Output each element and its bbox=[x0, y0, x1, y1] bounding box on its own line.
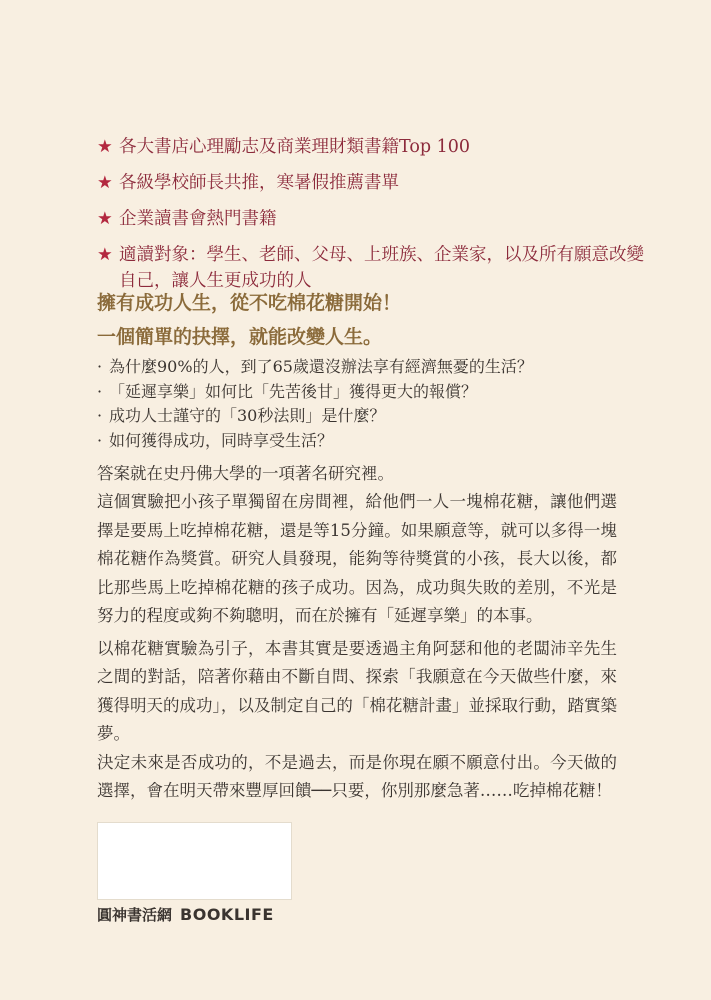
publisher-name-zh: 圓神書活網 bbox=[97, 905, 173, 924]
highlight-item bbox=[97, 170, 657, 196]
question-text: 「延遲享樂」如何比「先苦後甘」獲得更大的報償？ bbox=[109, 381, 478, 401]
barcode-area bbox=[97, 822, 292, 900]
question-text: 為什麼90%的人，到了65歲還沒辦法享有經濟無憂的生活？ bbox=[109, 357, 533, 376]
bullet-icon: · bbox=[97, 406, 103, 426]
bullet-icon: · bbox=[97, 431, 103, 451]
publisher-logo: BOOKLIFE bbox=[180, 904, 274, 924]
slogan bbox=[97, 286, 657, 354]
highlight-text: 各大書店心理勵志及商業理財類書籍Top 100 bbox=[119, 137, 471, 157]
star-icon: ★ bbox=[97, 173, 113, 193]
highlight-item bbox=[97, 206, 657, 232]
publisher-footer bbox=[97, 903, 274, 925]
question-item bbox=[97, 355, 657, 380]
question-item bbox=[97, 429, 657, 454]
body-paragraph: 以棉花糖實驗為引子，本書其實是要透過主角阿瑟和他的老闆沛辛先生之間的對話，陪著你藉由不斷自問、探索「我願意在今天做些什麼，來獲得明天的成功」，以及制定自己的「棉花糖計畫」並採取行動，踏實築夢。 決定未來是否成功的，不是過去，而是你現在願不願意付出。今天做的選擇，會在明天帶來豐厚回饋──只要，你別那麼急著……吃掉棉花糖！ bbox=[97, 639, 617, 801]
question-text: 如何獲得成功，同時享受生活？ bbox=[109, 431, 334, 451]
bullet-icon: · bbox=[97, 381, 103, 401]
questions-list bbox=[97, 355, 657, 454]
slogan-line: 擁有成功人生，從不吃棉花糖開始！ bbox=[97, 292, 402, 314]
highlights-list bbox=[97, 134, 657, 304]
highlight-text: 適讀對象：學生、老師、父母、上班族、企業家，以及所有願意改變自己，讓人生更成功的人 bbox=[119, 245, 644, 291]
star-icon: ★ bbox=[97, 137, 113, 157]
slogan-line: 一個簡單的抉擇，就能改變人生。 bbox=[97, 326, 383, 348]
question-item bbox=[97, 404, 657, 429]
star-icon: ★ bbox=[97, 245, 113, 265]
question-text: 成功人士謹守的「30秒法則」是什麼？ bbox=[109, 406, 386, 426]
bullet-icon: · bbox=[97, 357, 103, 376]
highlight-text: 企業讀書會熱門書籍 bbox=[119, 209, 277, 229]
highlight-item bbox=[97, 134, 657, 160]
star-icon: ★ bbox=[97, 209, 113, 229]
highlight-text: 各級學校師長共推，寒暑假推薦書單 bbox=[119, 173, 399, 193]
question-item bbox=[97, 380, 657, 405]
body-paragraph: 答案就在史丹佛大學的一項著名研究裡。 這個實驗把小孩子單獨留在房間裡，給他們一人一塊棉花糖，讓他們選擇是要馬上吃掉棉花糖，還是等15分鐘。如果願意等，就可以多得一塊棉花糖作為獎賞。研究人員發現，能夠等待獎賞的小孩，長大以後，都比那些馬上吃掉棉花糖的孩子成功。因為，成功與失敗的差別，不光是努力的程度或夠不夠聰明，而在於擁有「延遲享樂」的本事。 bbox=[97, 464, 617, 626]
